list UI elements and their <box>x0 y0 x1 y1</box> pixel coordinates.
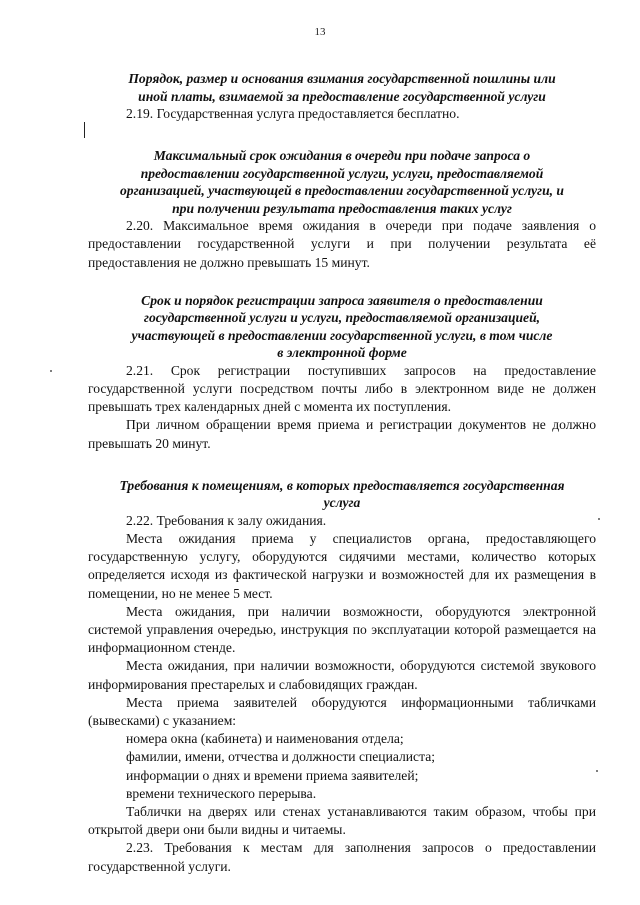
heading-line: организацией, участвующей в предоставлении государственной услуги, и <box>120 183 564 199</box>
paragraph: 2.20. Максимальное время ожидания в очереди при подаче заявления о предоставлении государственной услуги и при получении результата её предоставления не должно превышать 15 минут. <box>88 218 596 270</box>
scan-margin-line <box>84 122 85 138</box>
paragraph: Места приема заявителей оборудуются информационными табличками (вывесками) с указанием: <box>88 694 596 729</box>
section-heading <box>88 147 596 217</box>
scan-speck <box>50 370 52 372</box>
scan-speck <box>596 770 598 772</box>
heading-line: участвующей в предоставлении государственной услуги, в том числе <box>131 327 553 343</box>
paragraph: Места ожидания, при наличии возможности, оборудуются электронной системой управления очередью, инструкция по эксплуатации которой размещается на информационном стенде. <box>88 603 596 656</box>
paragraph: Места ожидания, при наличии возможности, оборудуются системой звукового информирования престарелых и слабовидящих граждан. <box>88 658 596 692</box>
section-queue-waiting-time <box>88 147 596 272</box>
section-heading <box>88 477 596 512</box>
paragraph: 2.22. Требования к залу ожидания. <box>126 512 327 528</box>
heading-line: Срок и порядок регистрации запроса заявителя о предоставлении <box>141 292 543 308</box>
section-heading <box>88 292 596 362</box>
paragraph: 2.21. Срок регистрации поступивших запросов на предоставление государственной услуги посредством почты либо в электронном виде не должен превышать трех календарных дней с момента их поступления. <box>88 362 596 415</box>
paragraph: Места ожидания приема у специалистов органа, предоставляющего государственную услугу, оборудуются сидячими местами, количество которых определяется исходя из фактической нагрузки и возможностей для их размещения в помещении, но не менее 5 мест. <box>88 531 596 601</box>
heading-line: в электронной форме <box>277 345 407 361</box>
list-item: фамилии, имени, отчества и должности специалиста; <box>126 749 436 765</box>
scan-speck <box>598 518 600 520</box>
paragraph: 2.23. Требования к местам для заполнения запросов о предоставлении государственной услуги. <box>88 840 596 874</box>
heading-line: государственной услуги и услуги, предоставляемой организацией, <box>143 310 541 326</box>
list-item: номера окна (кабинета) и наименования отдела; <box>126 731 404 747</box>
heading-line: при получении результата предоставления таких услуг <box>172 200 512 216</box>
heading-line: Порядок, размер и основания взимания государственной пошлины или <box>128 71 556 86</box>
paragraph: Таблички на дверях или стенах устанавливаются таким образом, чтобы при открытой двери они были видны и читаемы. <box>88 804 596 838</box>
list-item: информации о днях и времени приема заявителей; <box>126 767 419 783</box>
document-body <box>88 70 596 876</box>
page-number: 13 <box>314 26 326 38</box>
paragraph: При личном обращении время приема и регистрации документов не должно превышать 20 минут. <box>88 417 596 451</box>
list-item: времени технического перерыва. <box>126 785 317 801</box>
heading-line: иной платы, взимаемой за предоставление государственной услуги <box>138 88 546 104</box>
section-request-registration <box>88 292 596 453</box>
section-state-duty <box>88 70 596 123</box>
paragraph: 2.19. Государственная услуга предоставляется бесплатно. <box>126 106 460 121</box>
heading-line: предоставлении государственной услуги, услуги, предоставляемой <box>140 165 544 181</box>
section-premises-requirements <box>88 477 596 876</box>
section-heading <box>88 70 596 105</box>
heading-line: услуга <box>323 495 361 511</box>
heading-line: Требования к помещениям, в которых предоставляется государственная <box>119 477 565 493</box>
heading-line: Максимальный срок ожидания в очереди при подаче запроса о <box>153 148 531 164</box>
